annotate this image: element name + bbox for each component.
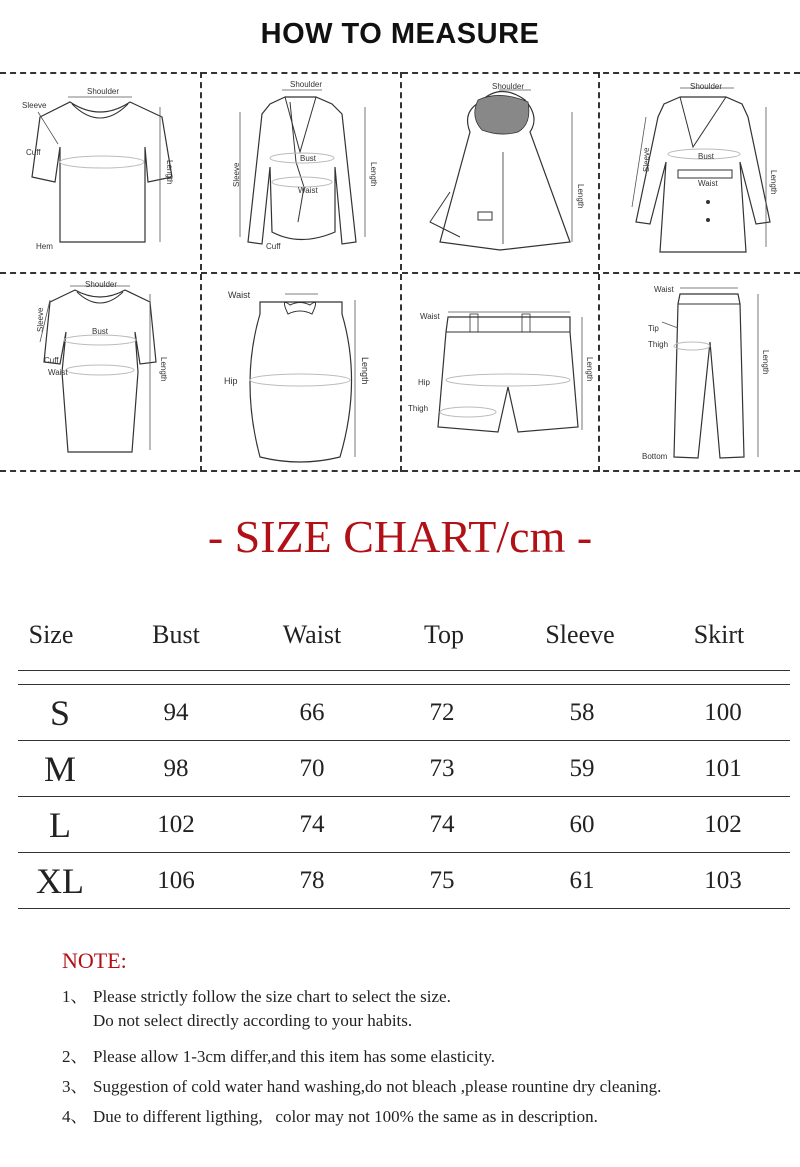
- note-text: Please strictly follow the size chart to select the size.: [93, 987, 451, 1006]
- top-cell: 73: [429, 754, 455, 782]
- shorts-illustration: [400, 272, 600, 472]
- size-table: [18, 600, 790, 909]
- header-sleeve: Sleeve: [545, 620, 615, 649]
- shoulder-label: Shoulder: [492, 82, 525, 91]
- top-cell: 74: [429, 810, 455, 838]
- bust-cell: 102: [157, 810, 195, 838]
- sleeve-cell: 59: [569, 754, 595, 782]
- thigh-label: Thigh: [648, 340, 669, 349]
- header-bust: Bust: [152, 620, 200, 649]
- shoulder-label: Shoulder: [290, 80, 323, 89]
- note-text: Due to different ligthing, color may not 100% the same as in description.: [93, 1107, 598, 1126]
- note-number: 1、: [62, 987, 88, 1006]
- table-row: [18, 741, 790, 797]
- length-label: Length: [761, 350, 770, 375]
- size-chart-title: - SIZE CHART/cm -: [207, 511, 593, 562]
- length-label: Length: [159, 357, 168, 382]
- hem-label: Hem: [36, 242, 53, 251]
- skirt-cell: 102: [704, 810, 742, 838]
- waist-cell: 66: [299, 698, 325, 726]
- cape-coat-diagram: [400, 72, 600, 272]
- hip-label: Hip: [224, 376, 238, 386]
- waist-label: Waist: [654, 285, 674, 294]
- skirt-illustration: [200, 272, 400, 472]
- trench-coat-diagram: [598, 72, 798, 272]
- note-number: 3、: [62, 1077, 88, 1096]
- bust-label: Bust: [92, 327, 109, 336]
- shoulder-label: Shoulder: [690, 82, 723, 91]
- thigh-label: Thigh: [408, 404, 429, 413]
- sleeve-label: Sleeve: [232, 162, 241, 187]
- bust-cell: 98: [163, 754, 189, 782]
- table-row: [18, 685, 790, 741]
- header-size: Size: [28, 620, 74, 649]
- note-title: NOTE:: [62, 948, 127, 973]
- hip-label: Hip: [418, 378, 431, 387]
- bottom-label: Bottom: [642, 452, 668, 461]
- dress-illustration: [0, 272, 200, 472]
- shoulder-label: Shoulder: [87, 87, 120, 96]
- cuff-label: Cuff: [26, 148, 41, 157]
- size-cell: S: [49, 692, 71, 733]
- sleeve-cell: 60: [569, 810, 595, 838]
- tshirt-diagram: [0, 72, 200, 272]
- cuff-label: Cuff: [266, 242, 281, 251]
- length-label: Length: [369, 162, 378, 187]
- note-line: [62, 982, 451, 1007]
- skirt-diagram: [200, 272, 400, 472]
- tip-label: Tip: [648, 324, 659, 333]
- waist-label: Waist: [698, 179, 718, 188]
- note-line: [62, 1011, 412, 1031]
- waist-label: Waist: [420, 312, 440, 321]
- waist-cell: 78: [299, 866, 325, 894]
- length-label: Length: [576, 184, 585, 209]
- sleeve-cell: 61: [569, 866, 595, 894]
- sleeve-label: Sleeve: [22, 101, 47, 110]
- sleeve-cell: 58: [569, 698, 595, 726]
- waist-cell: 74: [299, 810, 325, 838]
- note-line: [62, 1072, 661, 1097]
- note-text: Suggestion of cold water hand washing,do not bleach ,please rountine dry cleaning.: [93, 1077, 662, 1096]
- header-skirt: Skirt: [693, 620, 745, 649]
- length-label: Length: [360, 357, 370, 385]
- header-top: Top: [423, 620, 465, 649]
- size-cell: L: [49, 804, 71, 845]
- skirt-cell: 103: [704, 866, 742, 894]
- bust-cell: 94: [163, 698, 189, 726]
- note-number: 2、: [62, 1047, 88, 1066]
- cuff-label: Cuff: [44, 356, 59, 365]
- bust-cell: 106: [157, 866, 195, 894]
- note-line: [62, 1102, 598, 1127]
- waist-label: Waist: [48, 368, 68, 377]
- bust-label: Bust: [300, 154, 317, 163]
- bust-label: Bust: [698, 152, 715, 161]
- skirt-cell: 100: [704, 698, 742, 726]
- pants-diagram: [598, 272, 798, 472]
- sleeve-label: Sleeve: [642, 147, 651, 172]
- dress-diagram: [0, 272, 200, 472]
- shoulder-label: Shoulder: [85, 280, 118, 289]
- how-to-measure-title: HOW TO MEASURE: [260, 18, 540, 50]
- trench-coat-illustration: [598, 72, 798, 272]
- size-cell: XL: [36, 860, 84, 901]
- note-text: Do not select directly according to your habits.: [93, 1011, 413, 1030]
- note-number: 4、: [62, 1107, 88, 1126]
- top-cell: 75: [429, 866, 455, 894]
- length-label: Length: [585, 357, 594, 382]
- waist-label: Waist: [298, 186, 318, 195]
- note-text: Please allow 1-3cm differ,and this item has some elasticity.: [93, 1047, 496, 1066]
- header-waist: Waist: [282, 620, 342, 649]
- top-cell: 72: [429, 698, 455, 726]
- size-cell: M: [43, 748, 76, 789]
- waist-label: Waist: [228, 290, 251, 300]
- skirt-cell: 101: [704, 754, 742, 782]
- note-line: [62, 1042, 495, 1067]
- size-table-header: [18, 600, 790, 671]
- length-label: Length: [165, 160, 174, 185]
- length-label: Length: [769, 170, 778, 195]
- shorts-diagram: [400, 272, 600, 472]
- waist-cell: 70: [299, 754, 325, 782]
- blazer-diagram: [200, 72, 400, 272]
- cape-coat-illustration: [400, 72, 600, 272]
- sleeve-label: Sleeve: [36, 307, 45, 332]
- table-row: [18, 853, 790, 909]
- measure-grid: [0, 72, 800, 472]
- table-row: [18, 797, 790, 853]
